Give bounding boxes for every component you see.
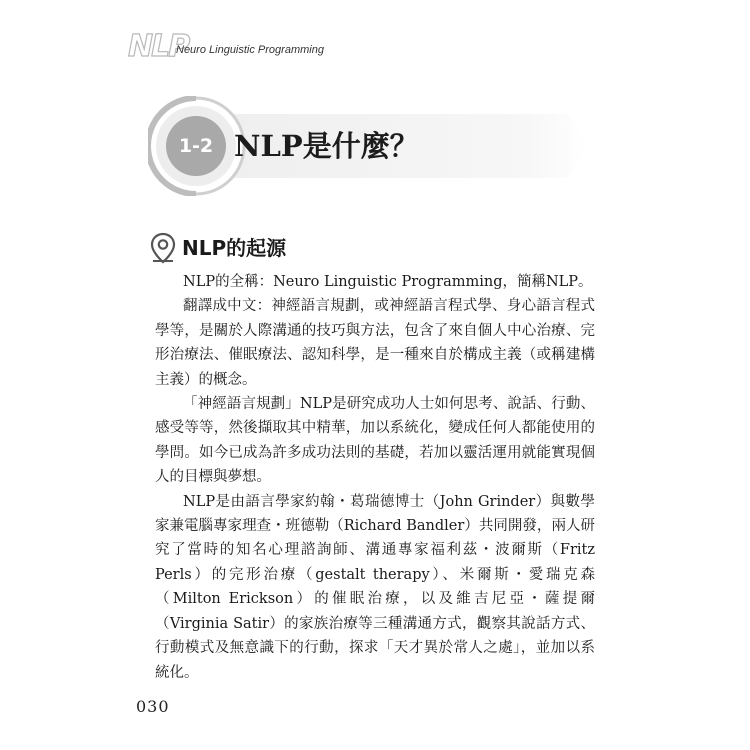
- page-number: 030: [136, 697, 170, 716]
- section-number: 1-2: [178, 135, 214, 157]
- page-title: NLP是什麼？: [234, 129, 419, 163]
- location-pin-icon: [150, 232, 176, 264]
- paragraph: 「神經語言規劃」NLP是研究成功人士如何思考、說話、行動、感受等等，然後擷取其中精華，加以系統化，變成任何人都能使用的學問。如今已成為許多成功法則的基礎，若加以靈活運用就能實現個人的目標與夢想。: [155, 396, 595, 486]
- paragraph: NLP的全稱：Neuro Linguistic Programming，簡稱NLP。: [183, 274, 593, 290]
- body-text: [155, 270, 595, 685]
- paragraph: NLP是由語言學家約翰・葛瑞德博士（John Grinder）與數學家兼電腦專家理查・班德勒（Richard Bandler）共同開發，兩人研究了當時的知名心理諮詢師、溝通專家福利茲・波爾斯（Fritz Perls）的完形治療（gestalt therapy）、米爾斯・愛瑞克森（Milton Erickson）的催眠治療，以及維吉尼亞・薩提爾（Virginia Satir）的家族治療等三種溝通方式，觀察其說話方式、行動模式及無意識下的行動，探求「天才異於常人之處」，並加以系統化。: [155, 493, 595, 681]
- section-heading: NLP的起源: [182, 236, 287, 260]
- nlp-logo: NLP: [128, 29, 189, 64]
- chapter-banner: [148, 96, 588, 196]
- running-header: [128, 30, 328, 64]
- section-header: [150, 231, 450, 265]
- paragraph: 翻譯成中文：神經語言規劃，或神經語言程式學、身心語言程式學等，是關於人際溝通的技巧與方法，包含了來自個人中心治療、完形治療法、催眠療法、認知科學，是一種來自於構成主義（或稱建構主義）的概念。: [155, 298, 595, 388]
- series-title: Neuro Linguistic Programming: [176, 44, 324, 56]
